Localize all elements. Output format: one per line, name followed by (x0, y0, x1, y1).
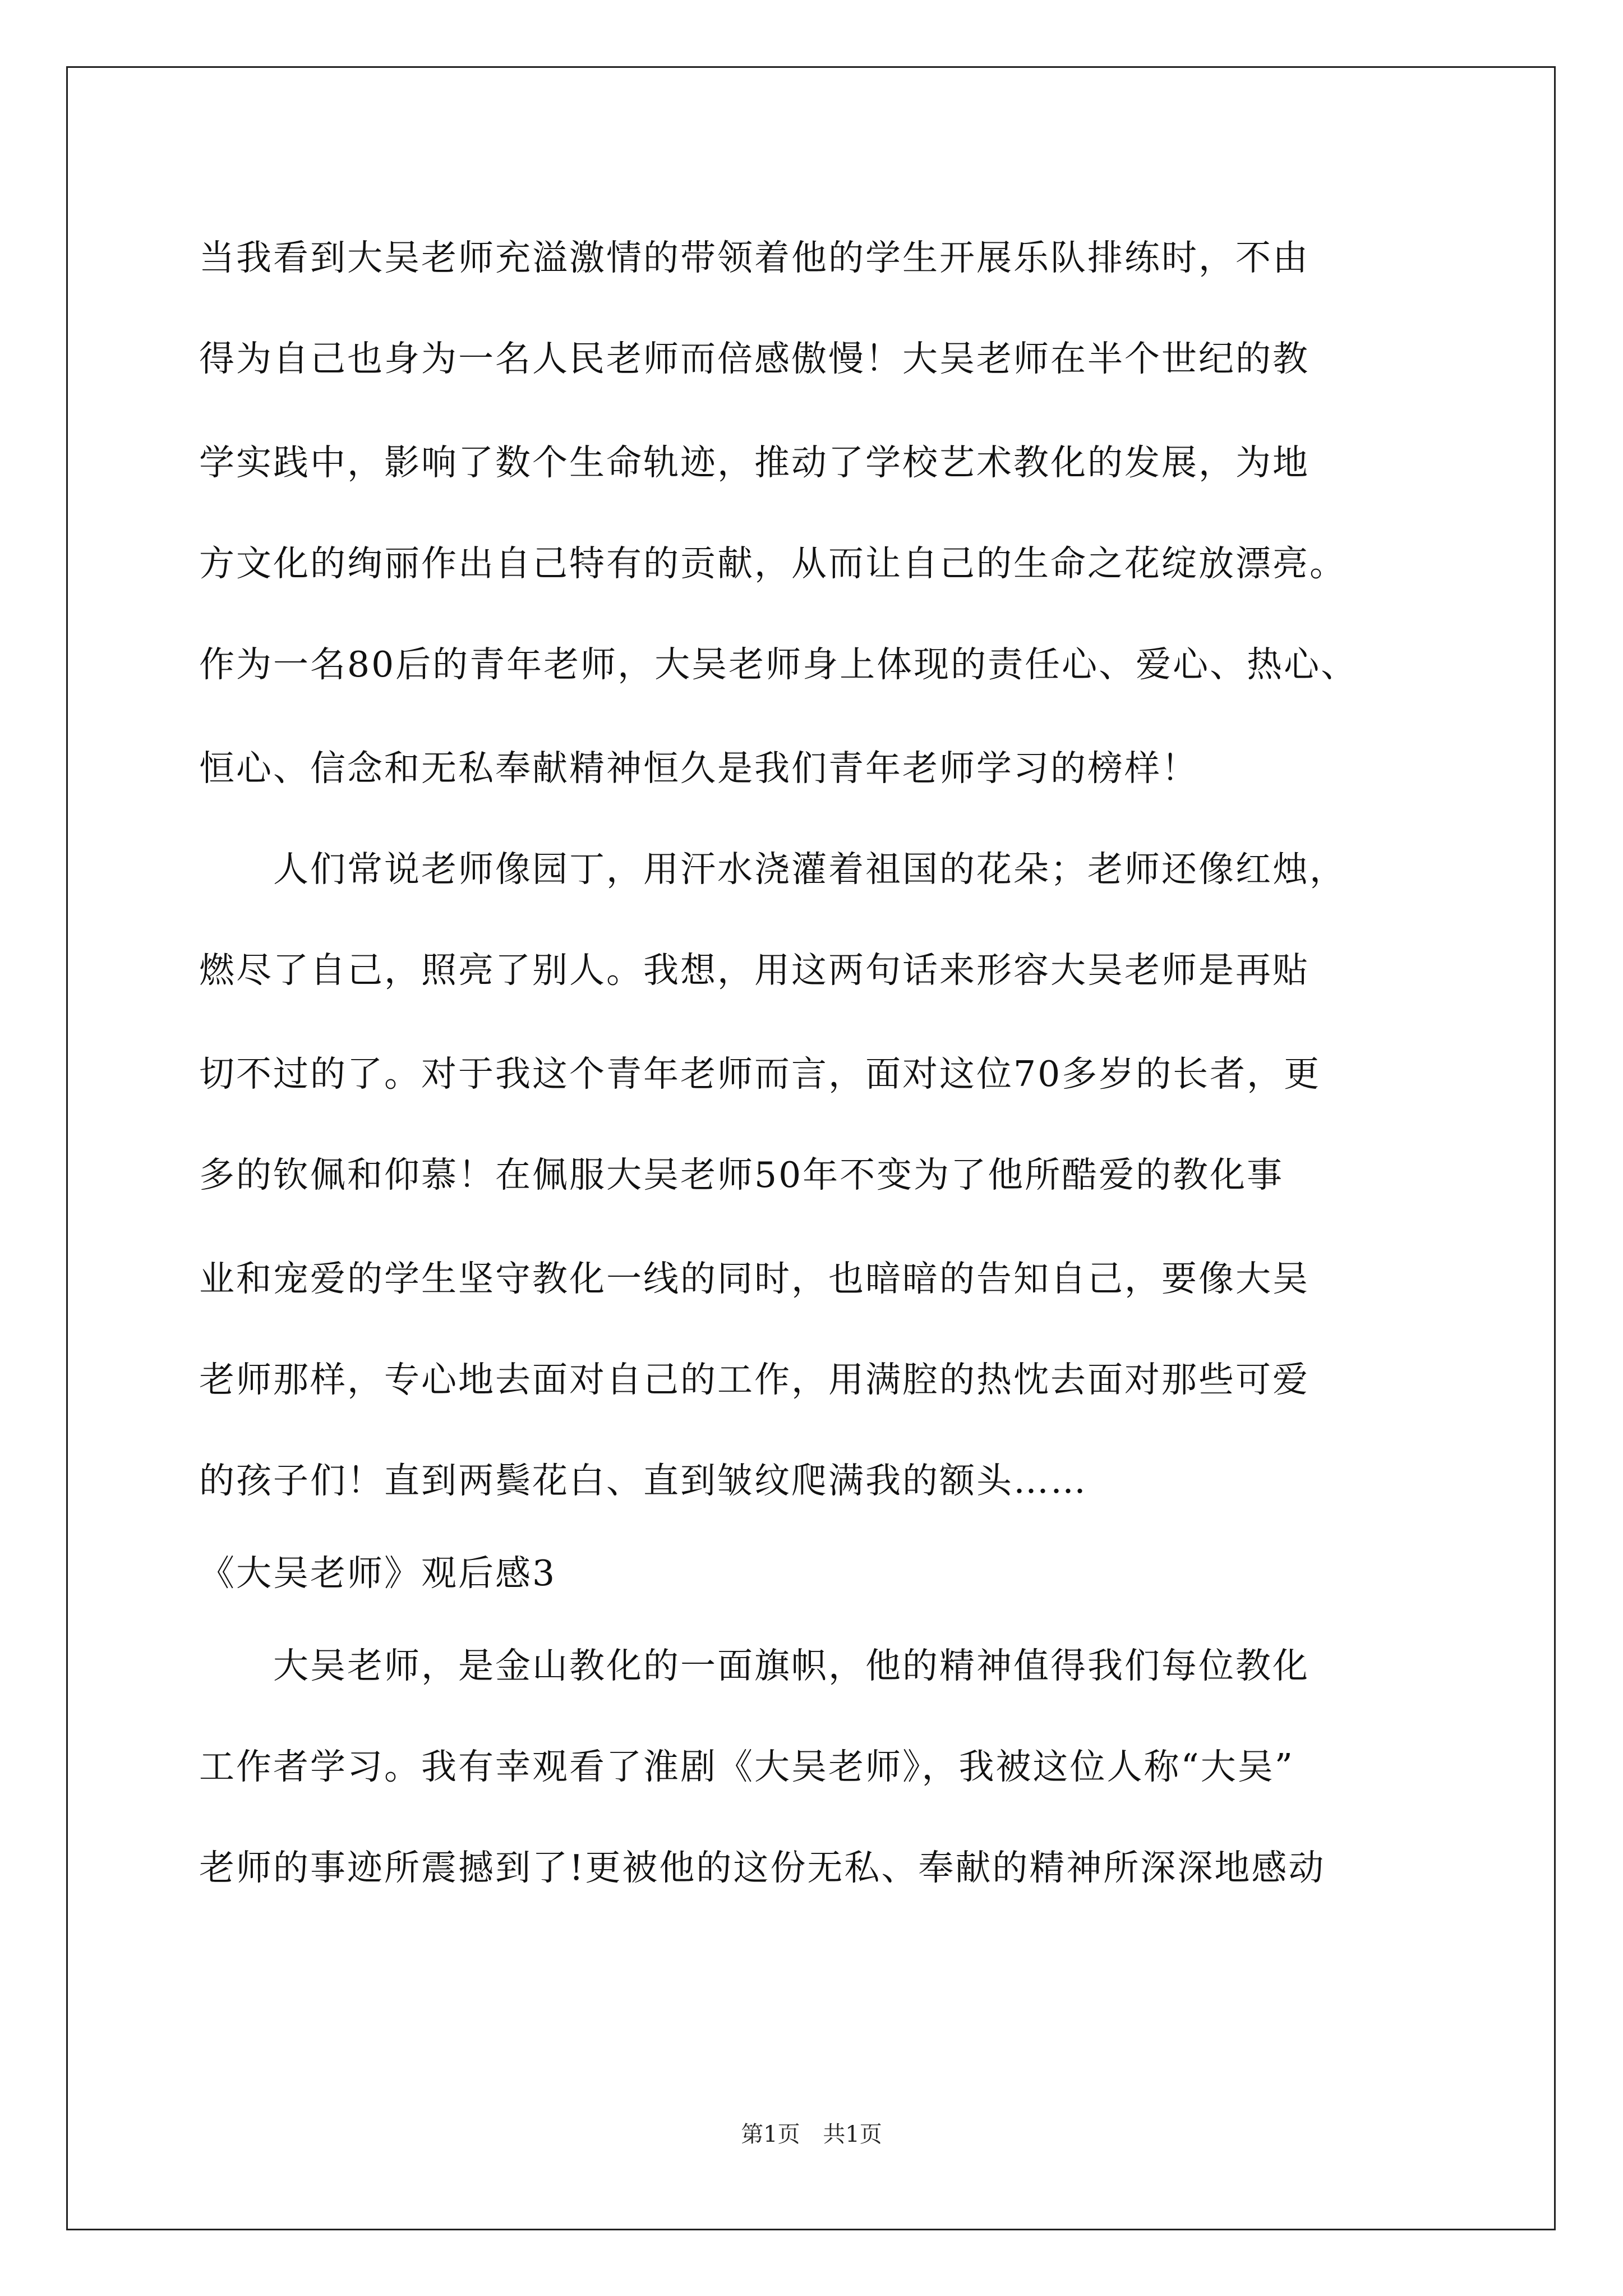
page-footer (0, 2118, 1623, 2151)
paragraph-line: 老师那样，专心地去面对自己的工作，用满腔的热忱去面对那些可爱 (199, 1359, 1310, 1400)
paragraph-line: 人们常说老师像园丁，用汗水浇灌着祖国的花朵；老师还像红烛， (273, 849, 1347, 890)
paragraph-line: 的孩子们！直到两鬓花白、直到皱纹爬满我的额头…… (199, 1460, 1087, 1501)
paragraph-line: 作为一名80后的青年老师，大吴老师身上体现的责任心、爱心、热心、 (199, 644, 1358, 685)
paragraph-line: 燃尽了自己，照亮了别人。我想，用这两句话来形容大吴老师是再贴 (199, 950, 1310, 991)
paragraph-line: 当我看到大吴老师充溢激情的带领着他的学生开展乐队排练时，不由 (199, 237, 1310, 278)
paragraph-line: 学实践中，影响了数个生命轨迹，推动了学校艺术教化的发展，为地 (199, 442, 1310, 483)
paragraph-line: 方文化的绚丽作出自己特有的贡献，从而让自己的生命之花绽放漂亮。 (199, 543, 1347, 584)
paragraph-line: 切不过的了。对于我这个青年老师而言，面对这位70多岁的长者，更 (199, 1053, 1321, 1094)
page-number: 第1页 (741, 2122, 800, 2147)
paragraph-line: 大吴老师，是金山教化的一面旗帜，他的精神值得我们每位教化 (273, 1645, 1310, 1686)
paragraph-line: 多的钦佩和仰慕！在佩服大吴老师50年不变为了他所酷爱的教化事 (199, 1154, 1284, 1195)
section-heading: 《大吴老师》观后感3 (199, 1553, 557, 1594)
paragraph-line: 工作者学习。我有幸观看了淮剧《大吴老师》，我被这位人称“大吴” (199, 1746, 1294, 1787)
paragraph-line: 老师的事迹所震撼到了!更被他的这份无私、奉献的精神所深深地感动 (199, 1847, 1326, 1888)
paragraph-line: 业和宠爱的学生坚守教化一线的同时，也暗暗的告知自己，要像大吴 (199, 1258, 1310, 1299)
paragraph-line: 恒心、信念和无私奉献精神恒久是我们青年老师学习的榜样！ (199, 748, 1198, 789)
page-total: 共1页 (823, 2122, 882, 2147)
paragraph-line: 得为自己也身为一名人民老师而倍感傲慢！大吴老师在半个世纪的教 (199, 338, 1310, 379)
